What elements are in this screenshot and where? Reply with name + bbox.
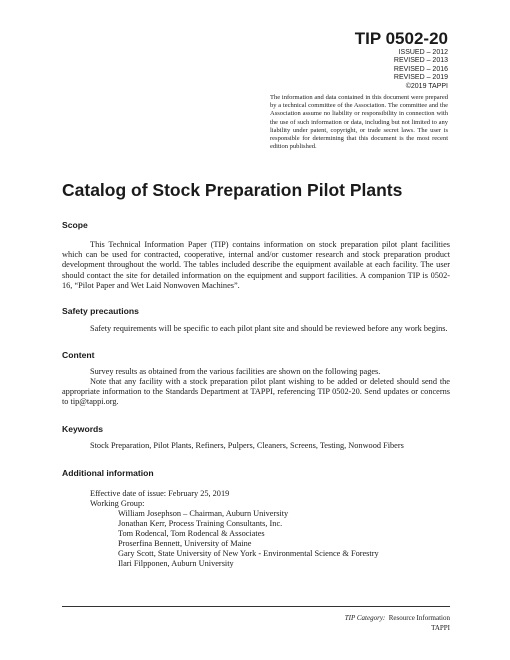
effective-date-label: Effective date of issue: <box>90 489 167 498</box>
tip-number: TIP 0502-20 <box>354 29 448 48</box>
working-group-member: Proserfina Bennett, University of Maine <box>118 539 252 548</box>
working-group-member: Gary Scott, State University of New York - Environmental Science & Forestry <box>118 549 379 558</box>
footer-category <box>345 614 450 622</box>
working-group-member: Jonathan Kerr, Process Training Consultants, Inc. <box>118 519 283 528</box>
document-title: Catalog of Stock Preparation Pilot Plants <box>62 180 403 200</box>
safety-paragraph: Safety requirements will be specific to each pilot plant site and should be reviewed before any work begins. <box>90 324 448 333</box>
keywords-paragraph: Stock Preparation, Pilot Plants, Refiners, Pulpers, Cleaners, Screens, Testing, Nonwood Fibers <box>90 441 404 450</box>
footer-category-value: Resource Information <box>388 614 450 622</box>
working-group-member: William Josephson – Chairman, Auburn University <box>118 509 289 518</box>
effective-date-line <box>90 489 229 499</box>
effective-date-value: February 25, 2019 <box>168 489 230 498</box>
working-group-member: Ilari Filpponen, Auburn University <box>118 559 234 568</box>
scope-paragraph: This Technical Information Paper (TIP) contains information on stock preparation pilot plant facilities which can be used for contracted, cooperative, internal and/or customer research and stock preparation product development throughout the world. The tables included describe the equipment available at each facility. The user should contact the site for detailed information on the equipment and support facilities. A companion TIP is 0502-16, “Pilot Paper and Wet Laid Nonwoven Machines”. <box>62 240 450 290</box>
safety-heading: Safety precautions <box>62 306 139 316</box>
working-group-label: Working Group: <box>90 499 145 508</box>
disclaimer-text: The information and data contained in this document were prepared by a technical committee of the Association. The committee and the Association assume no liability or responsibility in connection with the use of such information or data, including but not limited to any liability under patent, copyright, or trade secret laws. The user is responsible for determining that this document is the most recent edition published. <box>270 94 448 151</box>
content-paragraph-1: Survey results as obtained from the various facilities are shown on the following pages. <box>90 367 381 376</box>
footer-category-label: TIP Category: <box>344 614 386 622</box>
document-header <box>355 30 448 91</box>
scope-heading: Scope <box>62 220 88 230</box>
additional-info-heading: Additional information <box>62 468 154 478</box>
revision-history <box>355 49 448 91</box>
revision-line: ISSUED – 2012 <box>398 49 448 56</box>
copyright-line: ©2019 TAPPI <box>405 82 448 90</box>
content-paragraph-2: Note that any facility with a stock preparation pilot plant wishing to be added or deleted should send the appropriate information to the Standards Department at TAPPI, referencing TIP 0502-20. Send updates or concerns to tip@tappi.org. <box>62 377 450 407</box>
working-group-member: Tom Rodencal, Tom Rodencal & Associates <box>118 529 265 538</box>
revision-line: REVISED – 2019 <box>393 74 448 82</box>
keywords-heading: Keywords <box>62 424 104 434</box>
revision-line: REVISED – 2016 <box>393 65 448 73</box>
revision-line: REVISED – 2013 <box>393 57 448 65</box>
footer-divider <box>62 606 450 607</box>
footer-organization: TAPPI <box>431 624 450 632</box>
content-heading: Content <box>62 350 95 360</box>
